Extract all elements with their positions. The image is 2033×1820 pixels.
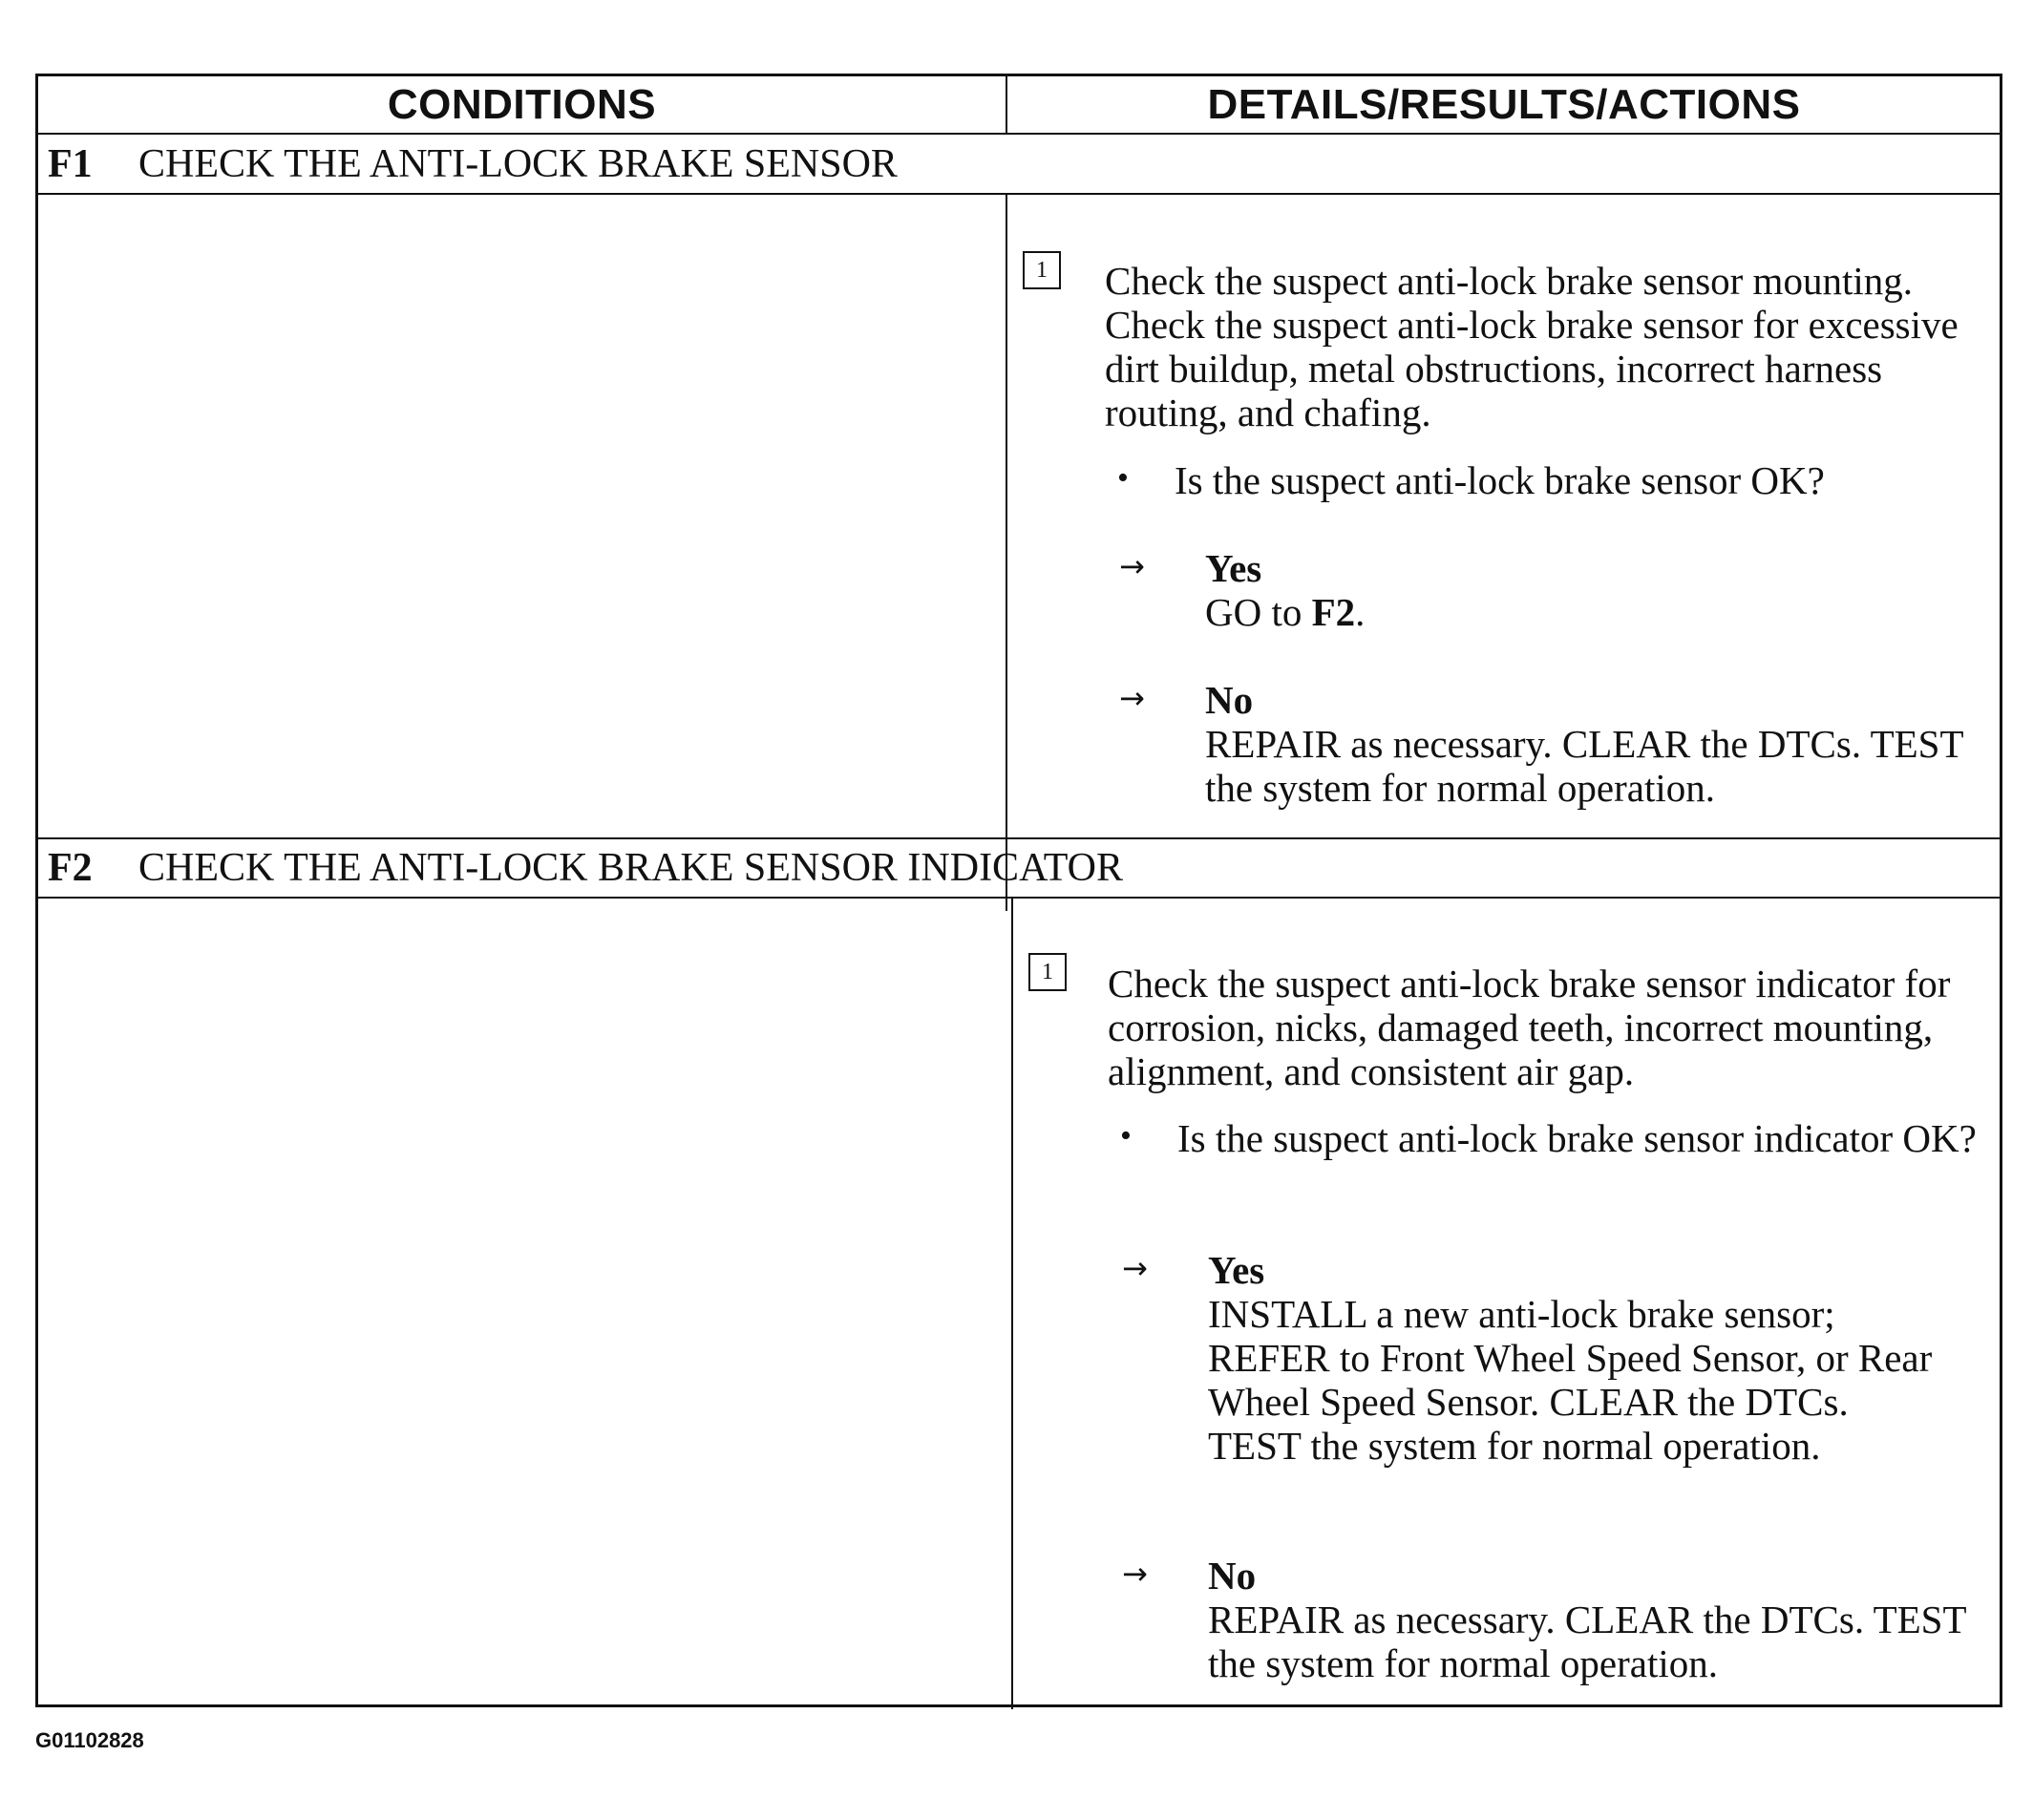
divider <box>38 897 2000 899</box>
yes-action-ref: F2 <box>1311 590 1356 634</box>
arrow-right-icon: → <box>1122 1555 1148 1592</box>
yes-action-text: GO to <box>1205 590 1312 634</box>
arrow-right-icon: → <box>1119 680 1145 716</box>
step-text: Check the suspect anti-lock brake sensor indicator for corrosion, nicks, damaged teeth, incorrect mounting, alignment, and consistent air gap. <box>1108 962 1951 1093</box>
yes-action: INSTALL a new anti-lock brake sensor; REFER to Front Wheel Speed Sensor, or Rear Wheel Speed Sensor. CLEAR the DTCs. TEST the system for normal operation. <box>1208 1292 1933 1468</box>
step-text: Check the suspect anti-lock brake sensor mounting. Check the suspect anti-lock brake sensor for excessive dirt buildup, metal obstructions, incorrect harness routing, and chafing. <box>1105 259 1959 434</box>
column-divider <box>1006 76 1007 135</box>
step-number-box: 1 <box>1023 251 1061 289</box>
column-divider <box>1006 194 1007 911</box>
details-header: DETAILS/RESULTS/ACTIONS <box>1207 81 1801 128</box>
step-number-box: 1 <box>1028 953 1067 991</box>
conditions-header: CONDITIONS <box>387 81 657 128</box>
section-id: F2 <box>48 846 93 890</box>
question-text: Is the suspect anti-lock brake sensor indicator OK? <box>1177 1116 1977 1160</box>
section-title-f1 <box>38 135 2000 194</box>
section-title: CHECK THE ANTI-LOCK BRAKE SENSOR <box>138 142 898 186</box>
procedure-table <box>35 74 2002 1707</box>
section-title: CHECK THE ANTI-LOCK BRAKE SENSOR INDICATOR <box>138 846 1123 890</box>
section-title-f2 <box>38 838 2000 898</box>
arrow-right-icon: → <box>1122 1250 1148 1286</box>
arrow-right-icon: → <box>1119 548 1145 584</box>
section-id: F1 <box>48 142 93 186</box>
no-action: REPAIR as necessary. CLEAR the DTCs. TEST the system for normal operation. <box>1205 722 1963 810</box>
figure-code: G01102828 <box>35 1728 144 1752</box>
no-label: No <box>1208 1554 1257 1598</box>
no-action: REPAIR as necessary. CLEAR the DTCs. TEST the system for normal operation. <box>1208 1598 1966 1685</box>
no-label: No <box>1205 678 1254 722</box>
yes-label: Yes <box>1208 1248 1265 1292</box>
yes-action-suffix: . <box>1355 590 1366 634</box>
column-divider <box>1011 898 1013 1709</box>
bullet-icon: • <box>1120 1118 1132 1153</box>
divider <box>38 193 2000 195</box>
bullet-icon: • <box>1117 460 1129 496</box>
yes-action <box>1205 590 1988 634</box>
question-text: Is the suspect anti-lock brake sensor OK? <box>1175 458 1825 502</box>
yes-label: Yes <box>1205 546 1262 590</box>
